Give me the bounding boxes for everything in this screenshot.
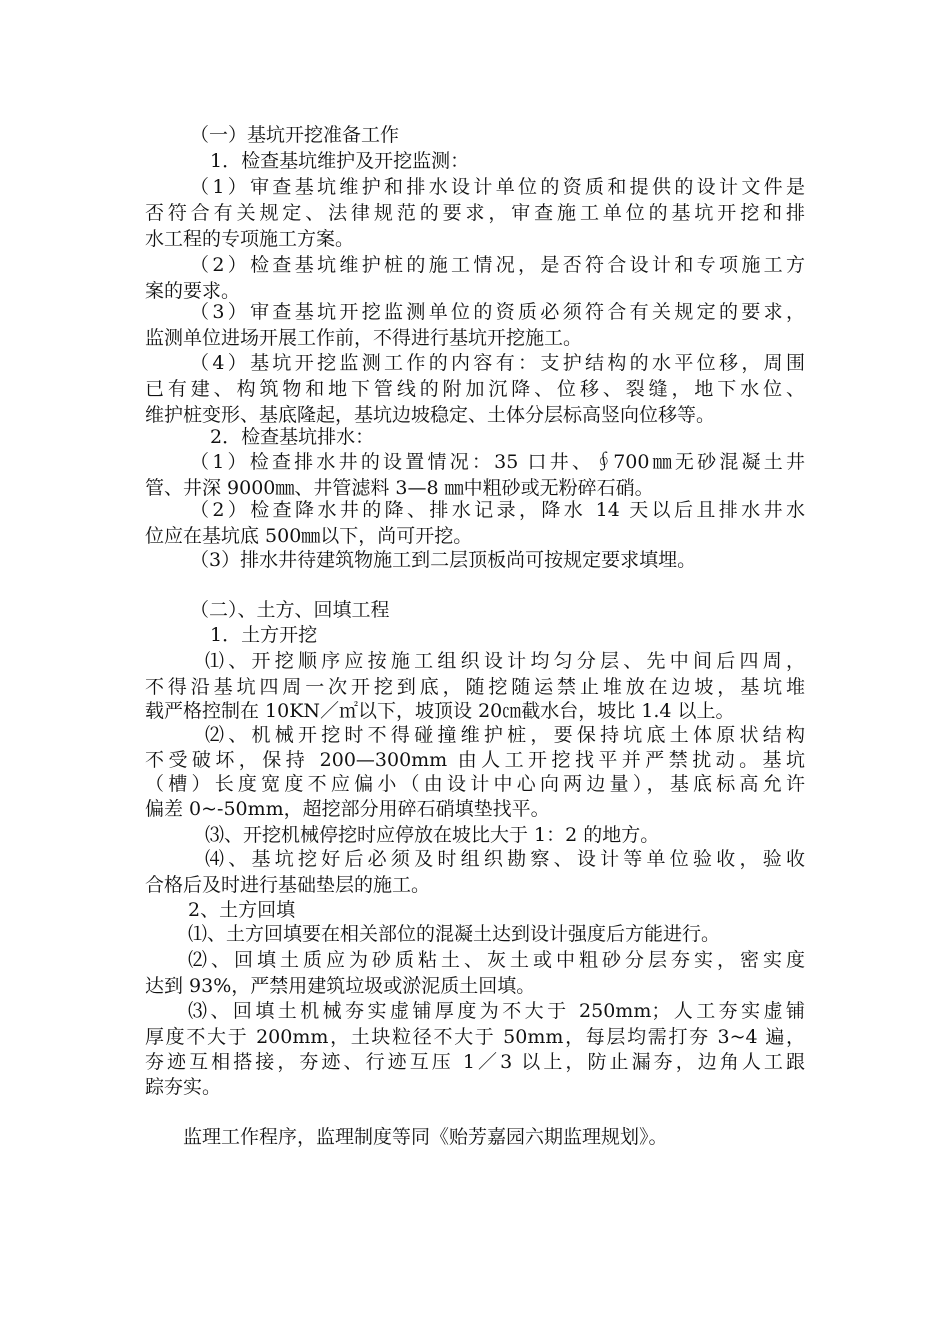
paragraph-line: 达到 93%，严禁用建筑垃圾或淤泥质土回填。 xyxy=(145,975,536,997)
closing-note: 监理工作程序，监理制度等同《贻芳嘉园六期监理规划》。 xyxy=(183,1126,668,1148)
paragraph-line: （1）检查排水井的设置情况：35 口井、∮700㎜无砂混凝土井 xyxy=(190,451,805,473)
section2-sub1-title: 1．土方开挖 xyxy=(210,624,318,646)
paragraph-line: ⑵、机械开挖时不得碰撞维护桩，要保持坑底土体原状结构 xyxy=(205,724,805,746)
paragraph-line: 不得沿基坑四周一次开挖到底，随挖随运禁止堆放在边坡，基坑堆 xyxy=(145,676,805,698)
paragraph-line: 水工程的专项施工方案。 xyxy=(145,228,355,250)
section1-sub1-title: 1．检查基坑维护及开挖监测： xyxy=(210,150,470,172)
paragraph-line: 管、井深 9000㎜、井管滤料 3—8 ㎜中粗砂或无粉碎石硝。 xyxy=(145,477,654,499)
paragraph-line: 案的要求。 xyxy=(145,280,241,302)
paragraph-line: 踪夯实。 xyxy=(145,1076,222,1098)
paragraph-line: ⑴、开挖顺序应按施工组织设计均匀分层、先中间后四周， xyxy=(205,650,805,672)
section1-sub2-title: 2．检查基坑排水： xyxy=(210,426,375,448)
paragraph-line: ⑷、基坑挖好后必须及时组织勘察、设计等单位验收，验收 xyxy=(205,848,805,870)
paragraph-line: （2）检查基坑维护桩的施工情况，是否符合设计和专项施工方 xyxy=(190,254,805,276)
paragraph-line: 载严格控制在 10KN／㎡以下，坡顶设 20㎝截水台，坡比 1.4 以上。 xyxy=(145,700,735,722)
paragraph-line: 夯迹互相搭接，夯迹、行迹互压 1／3 以上，防止漏夯，边角人工跟 xyxy=(145,1051,805,1073)
paragraph-line: 维护桩变形、基底隆起，基坑边坡稳定、土体分层标高竖向位移等。 xyxy=(145,404,716,426)
paragraph-line: （槽）长度宽度不应偏小（由设计中心向两边量），基底标高允许 xyxy=(145,773,805,795)
paragraph-line: 否符合有关规定、法律规范的要求，审查施工单位的基坑开挖和排 xyxy=(145,202,805,224)
paragraph-line: ⑵、回填土质应为砂质粘土、灰土或中粗砂分层夯实，密实度 xyxy=(188,949,805,971)
paragraph-line: 位应在基坑底 500㎜以下，尚可开挖。 xyxy=(145,525,473,547)
paragraph-line: （3）审查基坑开挖监测单位的资质必须符合有关规定的要求， xyxy=(190,301,805,323)
paragraph-line: （3）排水井待建筑物施工到二层顶板尚可按规定要求填埋。 xyxy=(190,549,697,571)
paragraph-line: （1）审查基坑维护和排水设计单位的资质和提供的设计文件是 xyxy=(190,176,805,198)
paragraph-line: 不受破坏，保持 200—300mm 由人工开挖找平并严禁扰动。基坑 xyxy=(145,749,805,771)
section2-heading: （二）、土方、回填工程 xyxy=(190,599,390,621)
paragraph-line: 偏差 0~-50mm，超挖部分用碎石硝填垫找平。 xyxy=(145,798,550,820)
paragraph-line: ⑶、回填土机械夯实虚铺厚度为不大于 250mm；人工夯实虚铺 xyxy=(188,1000,805,1022)
paragraph-line: 已有建、构筑物和地下管线的附加沉降、位移、裂缝，地下水位、 xyxy=(145,378,805,400)
paragraph-line: 监测单位进场开展工作前，不得进行基坑开挖施工。 xyxy=(145,327,583,349)
paragraph-line: （2）检查降水井的降、排水记录，降水 14 天以后且排水井水 xyxy=(190,499,805,521)
paragraph-line: 厚度不大于 200mm，土块粒径不大于 50mm，每层均需打夯 3~4 遍， xyxy=(145,1026,805,1048)
paragraph-line: ⑶、开挖机械停挖时应停放在坡比大于 1：2 的地方。 xyxy=(205,824,660,846)
section2-sub2-title: 2、土方回填 xyxy=(188,899,296,921)
paragraph-line: （4）基坑开挖监测工作的内容有：支护结构的水平位移，周围 xyxy=(190,352,805,374)
paragraph-line: 合格后及时进行基础垫层的施工。 xyxy=(145,874,431,896)
section1-heading: （一）基坑开挖准备工作 xyxy=(190,124,400,146)
paragraph-line: ⑴、土方回填要在相关部位的混凝土达到设计强度后方能进行。 xyxy=(188,923,721,945)
